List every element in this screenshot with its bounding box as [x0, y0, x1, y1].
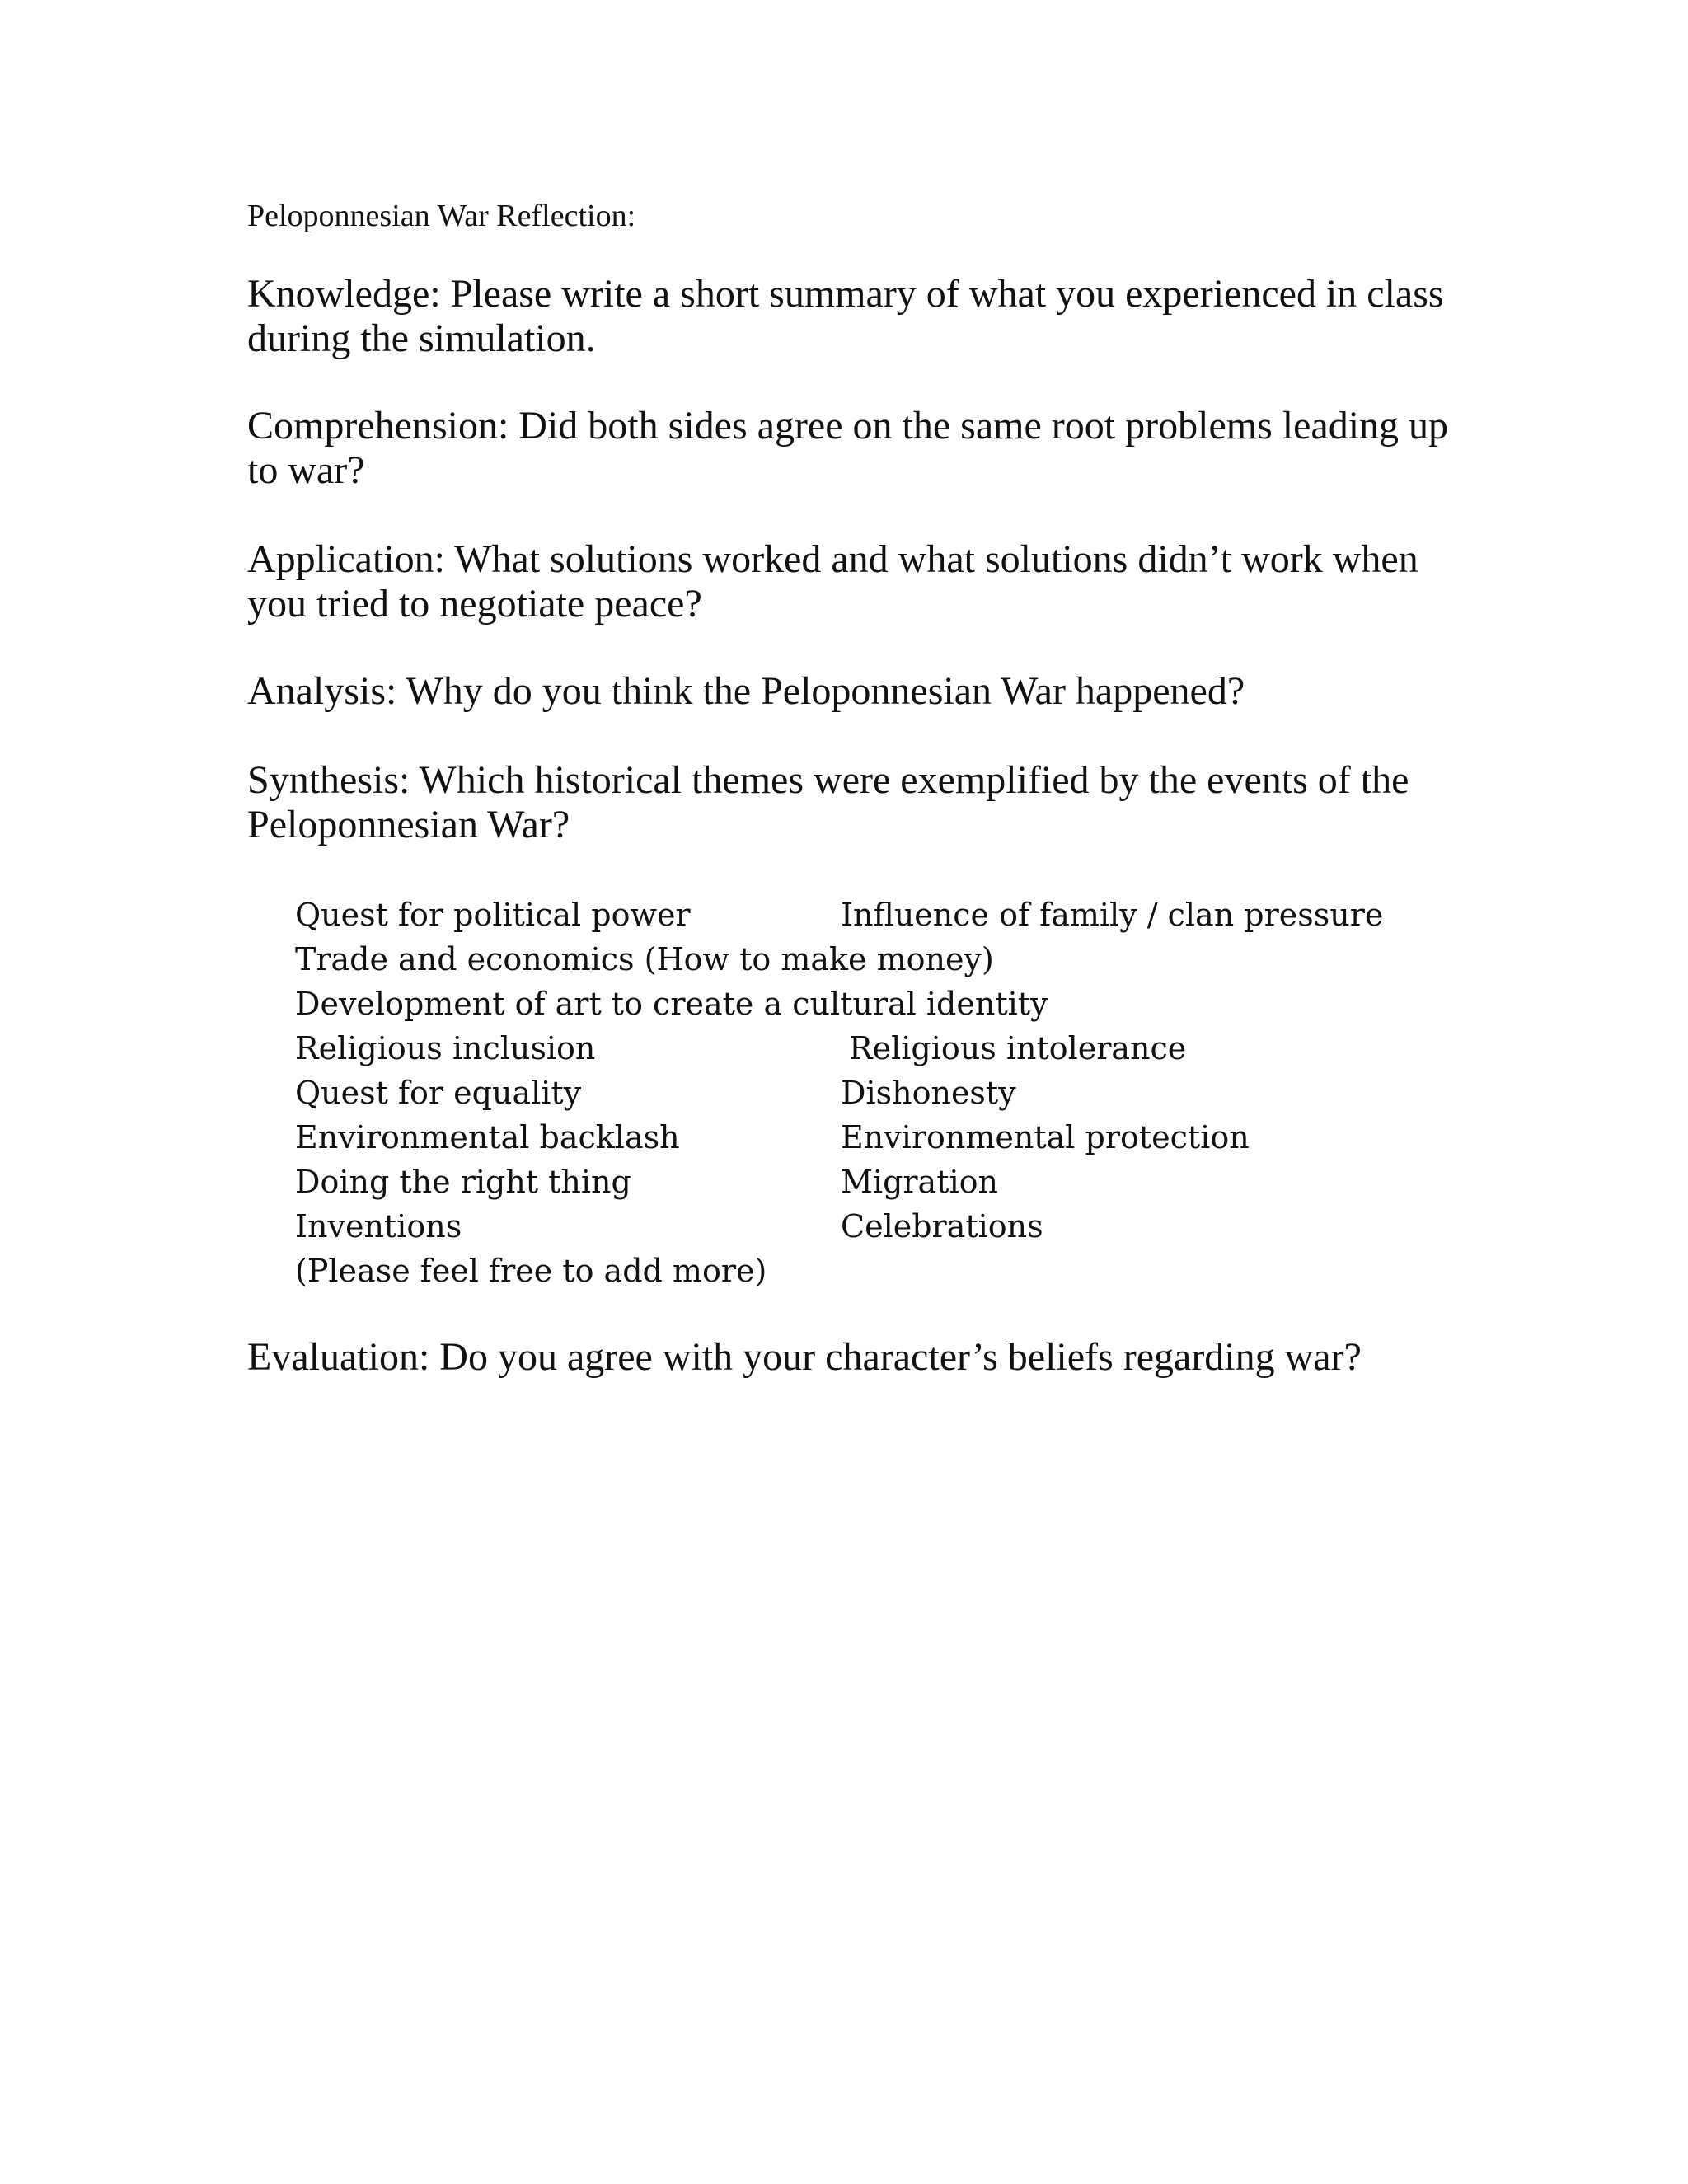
theme-row: [295, 893, 1449, 937]
theme-row: [295, 1249, 1449, 1293]
theme-item: Development of art to create a cultural identity: [295, 986, 1048, 1022]
question-knowledge: Knowledge: Please write a short summary of what you experienced in class during the simulation.: [247, 272, 1444, 360]
theme-row: [295, 1115, 1449, 1160]
theme-row: [295, 937, 1449, 982]
theme-item: Environmental protection: [841, 1119, 1250, 1155]
theme-item: Trade and economics (How to make money): [295, 941, 994, 977]
theme-item: Inventions: [295, 1208, 462, 1244]
theme-row: [295, 1026, 1449, 1071]
question-evaluation: Evaluation: Do you agree with your character’s beliefs regarding war?: [247, 1335, 1362, 1379]
theme-item: Migration: [841, 1164, 998, 1200]
theme-row: [295, 982, 1449, 1026]
question-synthesis: Synthesis: Which historical themes were exemplified by the events of the Peloponnesian War?: [247, 758, 1409, 846]
theme-row: [295, 1071, 1449, 1115]
theme-row: [295, 1204, 1449, 1249]
theme-item: Dishonesty: [841, 1075, 1016, 1111]
theme-row: [295, 1160, 1449, 1204]
theme-item: Religious inclusion: [295, 1030, 596, 1066]
theme-item: Doing the right thing: [295, 1164, 631, 1200]
theme-add-more-note: (Please feel free to add more): [295, 1253, 767, 1289]
theme-item: Influence of family / clan pressure: [841, 897, 1384, 933]
theme-item: Religious intolerance: [849, 1030, 1187, 1066]
question-application: Application: What solutions worked and what solutions didn’t work when you tried to negotiate peace?: [247, 537, 1418, 626]
theme-item: Celebrations: [841, 1208, 1043, 1244]
question-analysis: Analysis: Why do you think the Peloponnesian War happened?: [247, 669, 1245, 713]
theme-item: Quest for equality: [295, 1075, 582, 1111]
theme-item: Environmental backlash: [295, 1119, 680, 1155]
question-comprehension: Comprehension: Did both sides agree on the same root problems leading up to war?: [247, 404, 1449, 492]
document-title: Peloponnesian War Reflection:: [247, 199, 636, 233]
themes-list: [295, 893, 1449, 1293]
theme-item: Quest for political power: [295, 897, 691, 933]
